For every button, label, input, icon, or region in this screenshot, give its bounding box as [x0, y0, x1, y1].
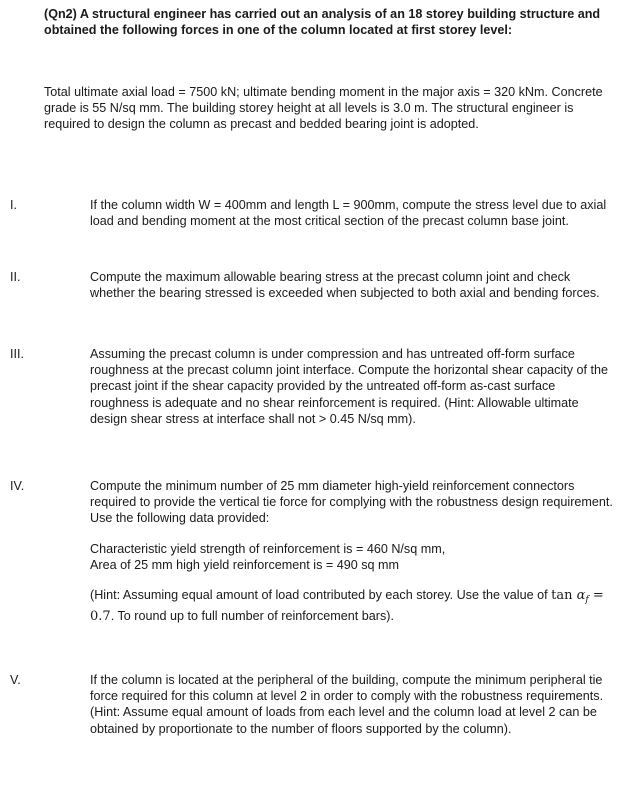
hint-formula-value: = 0.7: [90, 588, 604, 625]
sub-question-numeral: II.: [10, 270, 21, 284]
question-header: (Qn2) A structural engineer has carried out an analysis of an 18 storey building structure and obtained the following forces in one of the column located at first storey level:: [44, 7, 601, 38]
sub-question-text: Compute the minimum number of 25 mm diameter high-yield reinforcement connectors required to provide the vertical tie force for complying with the robustness design requirement. Use the following data provided:: [90, 479, 613, 526]
hint-formula-sub: f: [585, 595, 589, 606]
question-intro: Total ultimate axial load = 7500 kN; ultimate bending moment in the major axis = 320 kNm. Concrete grade is 55 N/sq mm. The building storey height at all levels is 3.0 m. The structural engineer is required to design the column as precast and bedded bearing joint is adopted.: [44, 85, 603, 132]
hint-prefix: (Hint: Assuming equal amount of load contributed by each storey. Use the value of: [90, 588, 548, 603]
sub-question-text: Compute the maximum allowable bearing stress at the precast column joint and check whether the bearing stressed is exceeded when subjected to both axial and bending forces.: [90, 270, 600, 301]
hint-suffix: . To round up to full number of reinforcement bars).: [110, 609, 394, 624]
sub-question-numeral: V.: [10, 673, 21, 687]
data-line-bar-area: Area of 25 mm high yield reinforcement is = 490 sq mm: [90, 557, 400, 572]
sub-question-hint: [90, 587, 616, 625]
sub-question-text: If the column is located at the peripheral of the building, compute the minimum peripheral tie force required for this column at level 2 in order to comply with the robustness requirements. (Hint: Assume equal amount of loads from each level and the column load at level 2 can be obtained by proportionate to the number of floors supported by the column).: [90, 673, 604, 736]
hint-formula-func: tan: [551, 588, 573, 604]
sub-question-numeral: I.: [10, 198, 17, 212]
sub-question-text: Assuming the precast column is under compression and has untreated off-form surface roughness at the precast column joint interface. Compute the horizontal shear capacity of the precast joint if the shear capacity provided by the untreated off-form as-cast surface roughness is adequate and no shear reinforcement is required. (Hint: Allowable ultimate design shear stress at interface shall not > 0.45 N/sq mm).: [90, 347, 609, 426]
sub-question-body: [90, 478, 616, 625]
data-line-yield-strength: Characteristic yield strength of reinforcement is = 460 N/sq mm,: [90, 541, 446, 556]
sub-question-numeral: IV.: [10, 479, 25, 493]
sub-question-numeral: III.: [10, 347, 24, 361]
hint-formula-var: α: [576, 588, 586, 604]
sub-question-text: If the column width W = 400mm and length L = 900mm, compute the stress level due to axial load and bending moment at the most critical section of the precast column base joint.: [90, 198, 607, 229]
